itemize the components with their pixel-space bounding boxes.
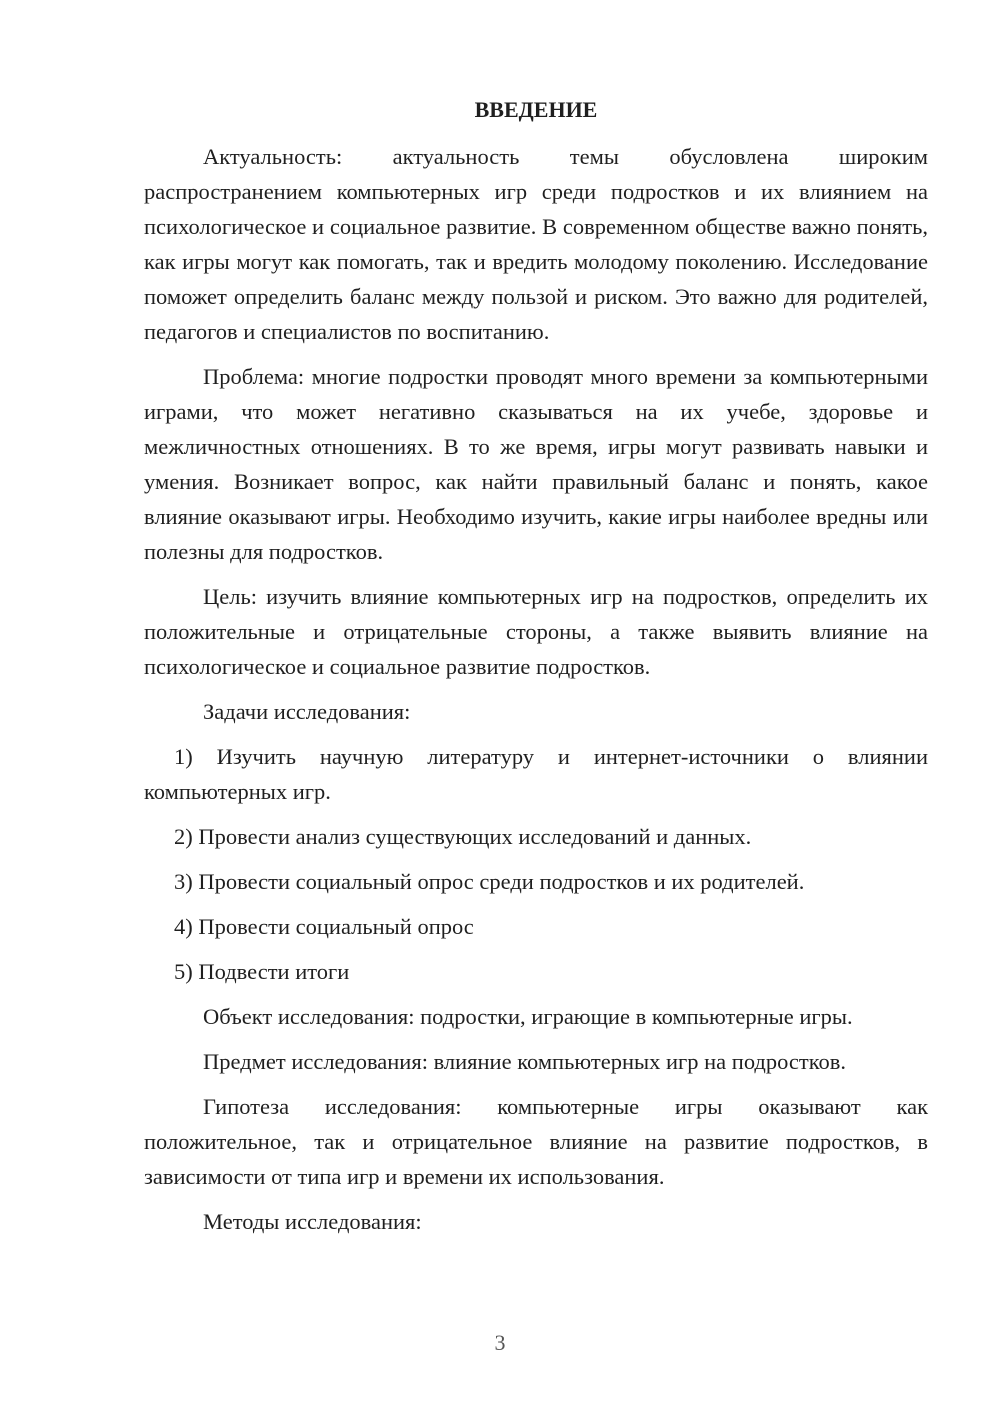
paragraph-problem: Проблема: многие подростки проводят много времени за компьютерными играми, что может негативно сказываться на их учебе, здоровье и межличностных отношениях. В то же время, игры могут развивать навыки и умения. Возникает вопрос, как найти правильный баланс и понять, какое влияние оказывают игры. Необходимо изучить, какие игры наиболее вредны или полезны для подростков. <box>144 364 928 564</box>
task-item-5: 5) Подвести итоги <box>174 959 350 984</box>
paragraph-tasks-heading: Задачи исследования: <box>203 699 411 724</box>
paragraph-object: Объект исследования: подростки, играющие в компьютерные игры. <box>203 1004 853 1029</box>
task-item-3: 3) Провести социальный опрос среди подростков и их родителей. <box>174 869 805 894</box>
task-item-2: 2) Провести анализ существующих исследований и данных. <box>174 824 752 849</box>
paragraph-subject: Предмет исследования: влияние компьютерных игр на подростков. <box>203 1049 847 1074</box>
task-item-1: 1) Изучить научную литературу и интернет-источники о влиянии компьютерных игр. <box>144 744 928 804</box>
page-number: 3 <box>494 1330 506 1355</box>
paragraph-relevance: Актуальность: актуальность темы обусловлена широким распространением компьютерных игр среди подростков и их влиянием на психологическое и социальное развитие. В современном обществе важно понять, как игры могут как помогать, так и вредить молодому поколению. Исследование поможет определить баланс между пользой и риском. Это важно для родителей, педагогов и специалистов по воспитанию. <box>144 144 928 344</box>
section-title: ВВЕДЕНИЕ <box>474 97 598 122</box>
document-body <box>144 92 928 1249</box>
task-item-4: 4) Провести социальный опрос <box>174 914 474 939</box>
paragraph-hypothesis: Гипотеза исследования: компьютерные игры оказывают как положительное, так и отрицательное влияние на развитие подростков, в зависимости от типа игр и времени их использования. <box>144 1094 928 1189</box>
paragraph-methods: Методы исследования: <box>203 1209 422 1234</box>
paragraph-goal: Цель: изучить влияние компьютерных игр на подростков, определить их положительные и отрицательные стороны, а также выявить влияние на психологическое и социальное развитие подростков. <box>144 584 928 679</box>
